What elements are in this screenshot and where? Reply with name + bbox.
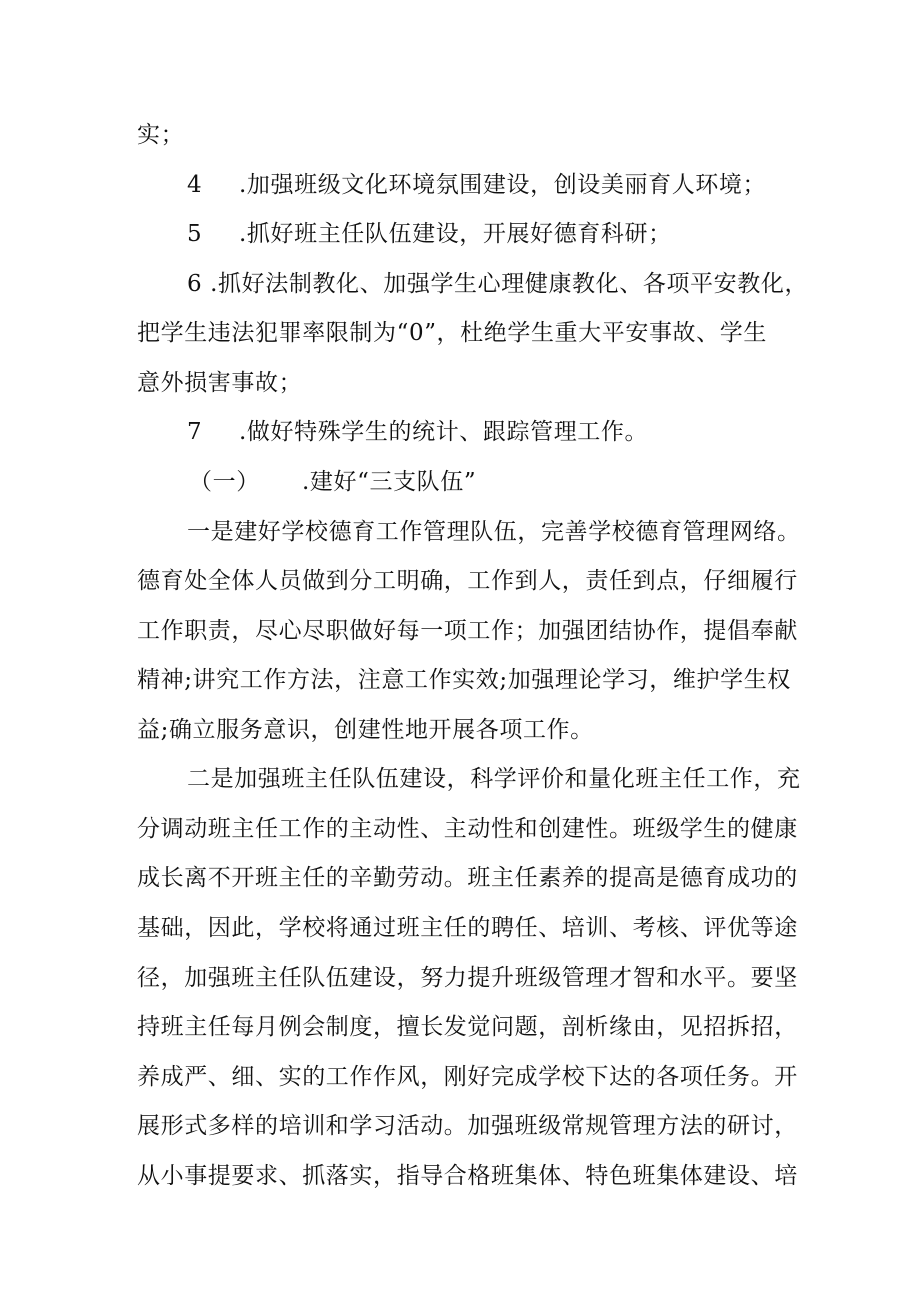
list-item-5 <box>137 217 797 251</box>
list-text: .抓好班主任队伍建设，开展好德育科研； <box>239 221 672 247</box>
line-text: 成长离不开班主任的辛勤劳动。班主任素养的提高是德育成功的 <box>137 865 798 891</box>
line-text: 意外损害事故； <box>137 370 303 396</box>
paragraph-2-line <box>137 1159 797 1193</box>
line-text: 实； <box>137 122 185 148</box>
list-number: 5 <box>187 221 203 247</box>
paragraph-2-line <box>137 861 797 895</box>
line-text: 展形式多样的培训和学习活动。加强班级常规管理方法的研讨， <box>137 1113 798 1139</box>
paragraph-2-line <box>187 762 847 796</box>
section-title: .建好“三支队伍” <box>302 469 477 495</box>
line-text: 养成严、细、实的工作作风，刚好完成学校下达的各项任务。开 <box>137 1064 798 1090</box>
line-text: 二是加强班主任队伍建设，科学评价和量化班主任工作，充 <box>187 766 801 792</box>
paragraph-1-line <box>187 515 847 549</box>
paragraph-2-line <box>137 911 797 945</box>
paragraph-1-line <box>137 614 797 648</box>
line-text: 精神;讲究工作方法，注意工作实效;加强理论学习，维护学生权 <box>137 667 791 693</box>
line-text: 一是建好学校德育工作管理队伍，完善学校德育管理网络。 <box>187 519 801 545</box>
list-number: 4 <box>187 172 203 198</box>
list-item-6-line-3 <box>137 366 797 400</box>
list-item-6-line-1 <box>187 267 847 301</box>
list-text: .加强班级文化环境氛围建设，创设美丽育人环境； <box>239 172 767 198</box>
line-text: 6 .抓好法制教化、加强学生心理健康教化、各项平安教化， <box>187 271 809 297</box>
section-number: （一） <box>189 469 260 495</box>
section-heading <box>137 465 797 499</box>
paragraph-2-line <box>137 961 797 995</box>
list-item-6-line-2 <box>137 316 797 350</box>
paragraph-2-line <box>137 1060 797 1094</box>
paragraph-1-line <box>137 663 797 697</box>
list-item-4 <box>137 168 797 202</box>
line-text: 德育处全体人员做到分工明确，工作到人，责任到点，仔细履行 <box>137 568 798 594</box>
paragraph-1-line <box>137 713 797 747</box>
paragraph-2-line <box>137 812 797 846</box>
line-text: 把学生违法犯罪率限制为“0”，杜绝学生重大平安事故、学生 <box>137 320 767 346</box>
line-text: 从小事提要求、抓落实，指导合格班集体、特色班集体建设、培 <box>137 1163 798 1189</box>
line-text: 持班主任每月例会制度，擅长发觉问题，剖析缘由，见招拆招， <box>137 1014 798 1040</box>
paragraph-2-line <box>137 1109 797 1143</box>
line-text: 径，加强班主任队伍建设，努力提升班级管理才智和水平。要坚 <box>137 965 798 991</box>
line-text: 工作职责，尽心尽职做好每一项工作；加强团结协作，提倡奉献 <box>137 618 798 644</box>
line-text: 益;确立服务意识，创建性地开展各项工作。 <box>137 717 594 743</box>
list-item-7 <box>137 415 797 449</box>
list-text: .做好特殊学生的统计、跟踪管理工作。 <box>239 419 649 445</box>
list-number: 7 <box>187 419 203 445</box>
paragraph-1-line <box>137 564 797 598</box>
text-line <box>137 118 797 152</box>
paragraph-2-line <box>137 1010 797 1044</box>
line-text: 基础，因此，学校将通过班主任的聘任、培训、考核、评优等途 <box>137 915 798 941</box>
line-text: 分调动班主任工作的主动性、主动性和创建性。班级学生的健康 <box>137 816 798 842</box>
